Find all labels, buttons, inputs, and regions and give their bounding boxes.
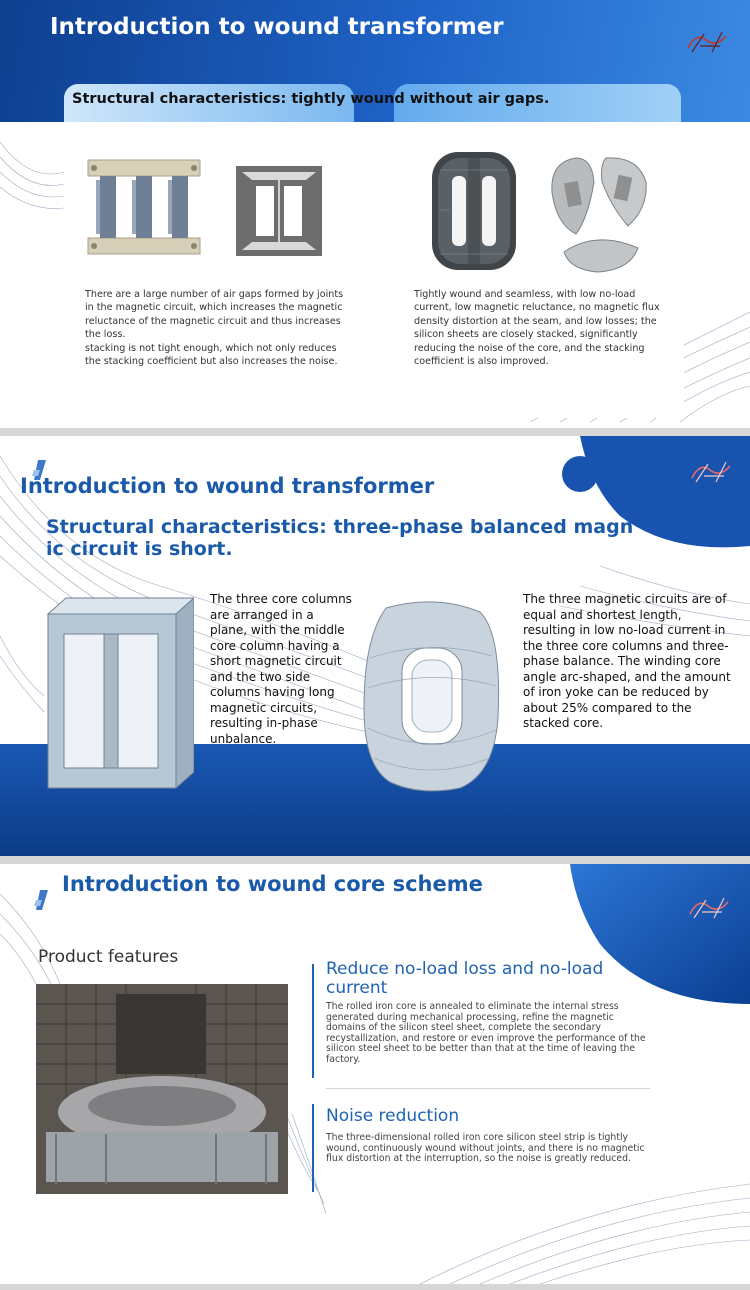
company-logo-icon [686, 456, 740, 488]
wound-core-description: Tightly wound and seamless, with low no-load current, low magnetic reluctance, no magnetic flux density distortion at the seam, and low losses; the silicon sheets are closely stacked, significantly reducing the noise of the core, and the stacking coefficient is also improved. [414, 289, 660, 368]
slide-subtitle: Structural characteristics: three-phase balanced magn ic circuit is short. [46, 516, 634, 560]
three-segment-core-image [546, 152, 652, 274]
triangular-wound-core-image [360, 598, 502, 794]
company-logo-icon [684, 892, 738, 924]
company-logo-icon [682, 26, 736, 58]
slide-subtitle: Structural characteristics: tightly wound without air gaps. [72, 91, 550, 107]
feature-title-noise-reduction: Noise reduction [326, 1106, 460, 1126]
wound-core-image [428, 150, 520, 274]
feature-divider [326, 1088, 650, 1089]
arrow-decoration-icon [34, 888, 54, 914]
feature-title-no-load-loss: Reduce no-load loss and no-load current [326, 959, 604, 998]
slide-title: Introduction to wound core scheme [62, 872, 483, 896]
planar-core-image [44, 592, 194, 800]
slide-wound-transformer-air-gaps [0, 0, 750, 428]
annealing-furnace-photo [36, 984, 288, 1194]
lamination-diagram-image [236, 166, 322, 256]
triangular-core-description: The three magnetic circuits are of equal and shortest length, resulting in low no-load current in the three core columns and three-phase balance. The winding core angle arc-shaped, and the amount of iron yoke can be reduced by about 25% compared to the stacked core. [523, 592, 731, 730]
planar-core-description: The three core columns are arranged in a plane, with the middle core column having a short magnetic circuit and the two side columns having long magnetic circuits, resulting in-phase unbalance. [210, 592, 352, 746]
product-features-heading: Product features [38, 947, 179, 967]
feature-accent-bar [312, 964, 314, 1078]
feature-text-no-load-loss: The rolled iron core is annealed to eliminate the internal stress generated during mechanical processing, refine the magnetic domains of the silicon steel sheet, complete the secondary recystallization, and restore or even improve the performance of the silicon steel sheet to be better than that at the time of leaving the factory. [326, 1001, 646, 1065]
slide-title: Introduction to wound transformer [50, 14, 504, 40]
slide-title: Introduction to wound transformer [20, 474, 435, 498]
slide-three-phase-balanced [0, 436, 750, 856]
stacked-core-image [84, 152, 206, 260]
feature-accent-bar [312, 1104, 314, 1192]
stacked-core-description: There are a large number of air gaps formed by joints in the magnetic circuit, which increases the magnetic reluctance of the magnetic circuit and thus increases the loss. stacking is not tight enough, which not only reduces the stacking coefficient but also increases the noise. [85, 289, 344, 368]
feature-text-noise-reduction: The three-dimensional rolled iron core silicon steel strip is tightly wound, continuously wound without joints, and there is no magnetic flux distortion at the interruption, so the noise is greatly reduced. [326, 1132, 645, 1165]
slide-wound-core-scheme [0, 864, 750, 1284]
